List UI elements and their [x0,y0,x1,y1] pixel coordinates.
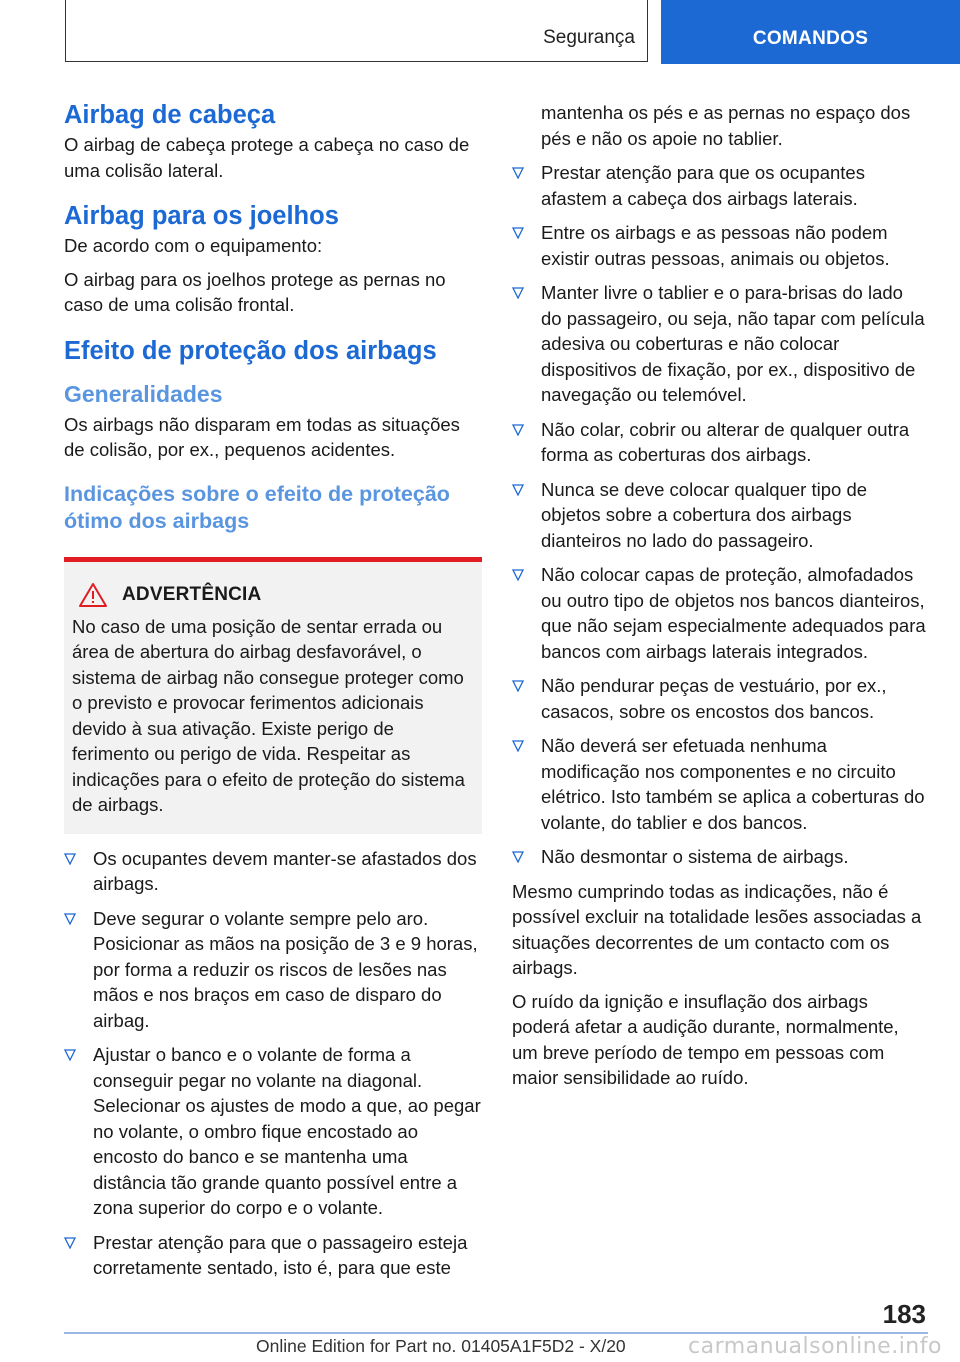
triangle-bullet-icon [512,424,524,436]
paragraph-final-1: Mesmo cumprindo todas as indicações, não é possível excluir na totalidade lesões associadas a situações decorrentes de um contacto com os airbags. [512,880,922,978]
paragraph-joelhos-description: O airbag para os joelhos protege as pernas no caso de uma colisão frontal. [64,268,446,315]
triangle-bullet-icon [512,740,524,752]
heading-generalidades: Generalidades [64,380,223,407]
warning-text: No caso de uma posição de sentar errada ou área de abertura do airbag desfavorável, o sistema de airbag não consegue proteger como o previsto e provocar ferimentos adicionais devido à sua ativação. Existe perigo de ferimento ou perigo de vida. Respeitar as indicações para o efeito de proteção do sistema de airbags. [72,615,465,815]
left-bullet-list [64,846,482,1281]
paragraph-generalidades: Os airbags não disparam em todas as situações de colisão, por ex., pequenos acidentes. [64,413,460,460]
header-section-box [65,0,648,62]
paragraph-airbag-cabeca: O airbag de cabeça protege a cabeça no caso de uma colisão lateral. [64,134,470,181]
triangle-bullet-icon [64,853,76,865]
list-item: Manter livre o tablier e o para-brisas do lado do passageiro, ou seja, não tapar com película adesiva ou coberturas e não colocar dispositivos de fixação, por ex., dispositivo de navegação ou telemóvel. [512,280,928,408]
list-item: Não desmontar o sistema de airbags. [512,844,928,870]
heading-airbag-cabeca: Airbag de cabeça [64,101,276,129]
list-item: Os ocupantes devem manter-se afastados dos airbags. [64,846,482,897]
list-item: Ajustar o banco e o volante de forma a conseguir pegar no volante na diagonal. Selecionar os ajustes de modo a que, ao pegar no volante, o ombro fique encostado ao encosto do banco e se mantenha uma distância tão grande quanto possível entre a zona superior do corpo e o volante. [64,1042,482,1221]
warning-header [72,582,472,608]
triangle-bullet-icon [64,913,76,925]
footer-edition: Online Edition for Part no. 01405A1F5D2 - X/20 [256,1336,626,1356]
heading-efeito-protecao: Efeito de proteção dos airbags [64,336,437,365]
triangle-bullet-icon [512,167,524,179]
list-item: Entre os airbags e as pessoas não podem existir outras pessoas, animais ou objetos. [512,220,928,271]
watermark-logo: carmanualsonline.info [688,1334,942,1359]
warning-box [64,562,482,834]
page-number: 183 [882,1299,926,1329]
chapter-title: COMANDOS [752,28,869,49]
triangle-bullet-icon [512,569,524,581]
paragraph-joelhos-equipment: De acordo com o equipamento: [64,235,323,256]
warning-title: ADVERTÊNCIA [122,583,262,605]
warning-triangle-icon [78,582,108,608]
triangle-bullet-icon [64,1049,76,1061]
chapter-tab [661,0,960,64]
list-item: Não colocar capas de proteção, almofadados ou outro tipo de objetos nos bancos dianteiros, que não sejam especialmente adequados para bancos com airbags laterais integrados. [512,562,928,664]
triangle-bullet-icon [512,851,524,863]
list-item: Não colar, cobrir ou alterar de qualquer outra forma as coberturas dos airbags. [512,417,928,468]
triangle-bullet-icon [512,484,524,496]
triangle-bullet-icon [512,227,524,239]
paragraph-final-2: O ruído da ignição e insuflação dos airbags poderá afetar a audição durante, normalmente, um breve período de tempo em pessoas com maior sensibilidade ao ruído. [512,990,899,1088]
list-item: Deve segurar o volante sempre pelo aro. Posicionar as mãos na posição de 3 e 9 horas, por forma a reduzir os riscos de lesões nas mãos e nos braços em caso de disparo do airbag. [64,906,482,1034]
list-item: Não deverá ser efetuada nenhuma modificação nos componentes e no circuito elétrico. Isto também se aplica a coberturas do volante, do tablier e dos bancos. [512,733,928,835]
list-item: Prestar atenção para que os ocupantes afastem a cabeça dos airbags laterais. [512,160,928,211]
section-title: Segurança [543,27,635,48]
right-bullet-list [512,160,928,870]
heading-airbag-joelhos: Airbag para os joelhos [64,202,339,230]
triangle-bullet-icon [512,680,524,692]
triangle-bullet-icon [64,1237,76,1249]
right-column [512,100,928,1099]
list-item: Nunca se deve colocar qualquer tipo de objetos sobre a cobertura dos airbags dianteiros no lado do passageiro. [512,477,928,554]
left-column [64,100,482,1290]
heading-indicacoes: Indicações sobre o efeito de proteção ótimo dos airbags [64,481,450,533]
triangle-bullet-icon [512,287,524,299]
list-item: Prestar atenção para que o passageiro esteja corretamente sentado, isto é, para que este [64,1230,482,1281]
paragraph-continuation: mantenha os pés e as pernas no espaço dos pés e não os apoie no tablier. [541,102,911,149]
list-item: Não pendurar peças de vestuário, por ex., casacos, sobre os encostos dos bancos. [512,673,928,724]
